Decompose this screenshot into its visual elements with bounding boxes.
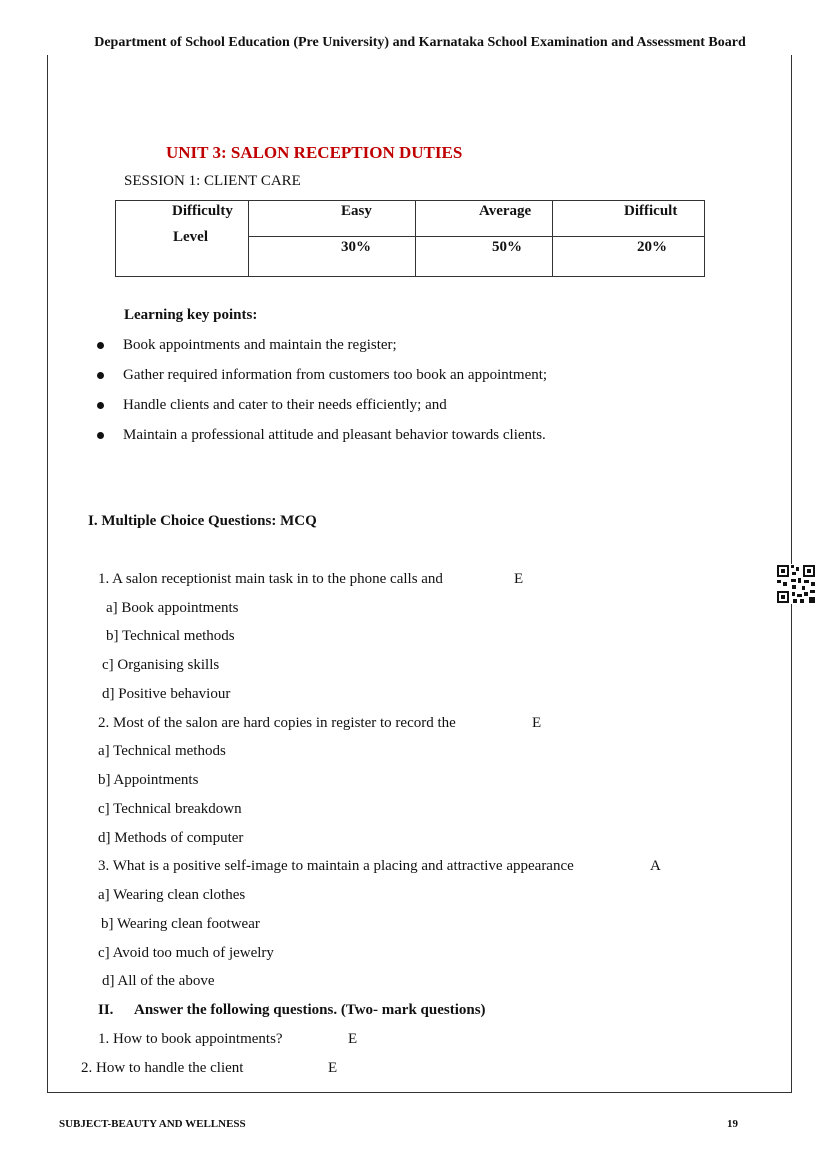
header-easy-cell: [249, 201, 416, 237]
value-easy-cell: [249, 237, 416, 277]
header-easy: Easy: [341, 203, 372, 219]
mcq-question-2: 2. Most of the salon are hard copies in register to record the: [98, 715, 456, 731]
value-difficult: 20%: [637, 239, 667, 256]
key-points-title: Learning key points:: [124, 307, 258, 323]
mcq-option: d] Methods of computer: [98, 830, 244, 846]
mcq-option: a] Wearing clean clothes: [98, 887, 246, 903]
level-label: Level: [173, 229, 208, 245]
page-border-bottom: [47, 1092, 792, 1093]
short-question-2: 2. How to handle the client: [81, 1060, 244, 1076]
bullet-icon: [97, 342, 104, 349]
value-difficult-cell: [553, 237, 705, 277]
question-level: E: [532, 715, 542, 731]
mcq-option: b] Technical methods: [106, 628, 235, 644]
bullet-icon: [97, 432, 104, 439]
mcq-option: b] Wearing clean footwear: [101, 916, 260, 932]
mcq-option: d] Positive behaviour: [102, 686, 231, 702]
value-easy: 30%: [341, 239, 371, 256]
value-average: 50%: [492, 239, 522, 256]
mcq-option: c] Technical breakdown: [98, 801, 242, 817]
section-2-title: Answer the following questions. (Two- mark questions): [134, 1002, 486, 1018]
session-title: SESSION 1: CLIENT CARE: [124, 173, 301, 189]
page-border-left: [47, 55, 48, 1093]
question-level: E: [514, 571, 524, 587]
difficulty-table: [115, 200, 705, 277]
header-average: Average: [479, 203, 532, 219]
qr-code-icon: [776, 564, 816, 604]
mcq-option: c] Organising skills: [102, 657, 220, 673]
mcq-option: a] Technical methods: [98, 743, 226, 759]
question-level: E: [328, 1060, 338, 1076]
mcq-option: b] Appointments: [98, 772, 199, 788]
mcq-question-1: 1. A salon receptionist main task in to the phone calls and: [98, 571, 443, 587]
section-2-number: II.: [98, 1002, 114, 1018]
key-point-item: Book appointments and maintain the register;: [123, 337, 397, 353]
mcq-option: d] All of the above: [102, 973, 215, 989]
header-average-cell: [416, 201, 553, 237]
difficulty-label: Difficulty: [172, 203, 233, 219]
value-average-cell: [416, 237, 553, 277]
question-level: E: [348, 1031, 358, 1047]
short-question-1: 1. How to book appointments?: [98, 1031, 283, 1047]
mcq-option: a] Book appointments: [106, 600, 239, 616]
question-level: A: [650, 858, 661, 874]
page-number: 19: [727, 1118, 738, 1130]
key-point-item: Handle clients and cater to their needs efficiently; and: [123, 397, 447, 413]
footer-subject: SUBJECT-BEAUTY AND WELLNESS: [59, 1118, 246, 1130]
mcq-question-3: 3. What is a positive self-image to maintain a placing and attractive appearance: [98, 858, 574, 874]
header-difficult: Difficult: [624, 203, 678, 219]
mcq-option: c] Avoid too much of jewelry: [98, 945, 274, 961]
page-header: Department of School Education (Pre University) and Karnataka School Examination and Assessment Board: [94, 35, 746, 50]
bullet-icon: [97, 402, 104, 409]
bullet-icon: [97, 372, 104, 379]
mcq-section-title: I. Multiple Choice Questions: MCQ: [88, 513, 317, 529]
key-point-item: Gather required information from customers too book an appointment;: [123, 367, 548, 383]
header-difficult-cell: [553, 201, 705, 237]
key-point-item: Maintain a professional attitude and pleasant behavior towards clients.: [123, 427, 546, 443]
difficulty-level-cell: [116, 201, 249, 277]
unit-title: UNIT 3: SALON RECEPTION DUTIES: [166, 143, 463, 162]
